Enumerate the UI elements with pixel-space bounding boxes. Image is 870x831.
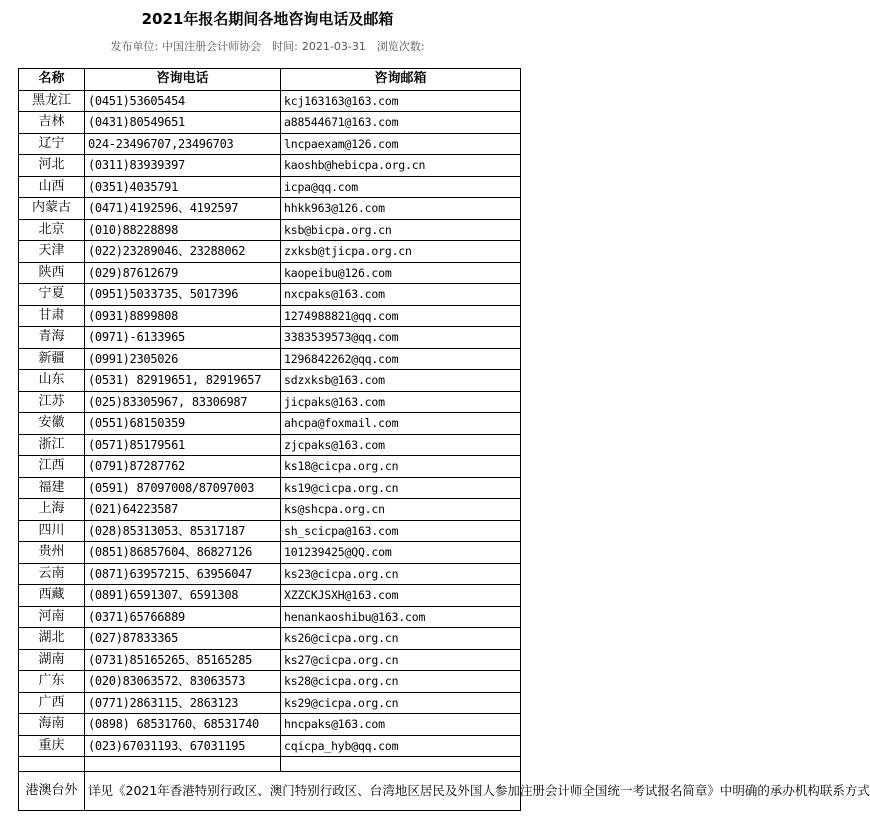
publisher: 中国注册会计师协会 <box>162 40 262 53</box>
region-name-cell: 江苏 <box>19 391 85 413</box>
header-phone: 咨询电话 <box>85 69 281 91</box>
phone-cell: (0351)4035791 <box>85 176 281 198</box>
phone-cell: (0851)86857604、86827126 <box>85 542 281 564</box>
footer-region-name: 港澳台外 <box>19 772 85 811</box>
phone-cell: (0731)85165265、85165285 <box>85 649 281 671</box>
table-row <box>19 112 521 134</box>
region-name-cell: 内蒙古 <box>19 198 85 220</box>
phone-cell: (0451)53605454 <box>85 90 281 112</box>
email-cell: cqicpa_hyb@qq.com <box>281 735 521 757</box>
phone-cell: (0531) 82919651, 82919657 <box>85 370 281 392</box>
phone-cell: (0591) 87097008/87097003 <box>85 477 281 499</box>
phone-cell: (027)87833365 <box>85 628 281 650</box>
table-row <box>19 477 521 499</box>
email-cell: ks29@cicpa.org.cn <box>281 692 521 714</box>
email-cell: kcj163163@163.com <box>281 90 521 112</box>
phone-cell: (020)83063572、83063573 <box>85 671 281 693</box>
phone-cell: (0971)-6133965 <box>85 327 281 349</box>
footer-note: 详见《2021年香港特别行政区、澳门特别行政区、台湾地区居民及外国人参加注册会计师全国统一考试报名简章》中明确的承办机构联系方式 <box>85 772 521 811</box>
email-cell: ksb@bicpa.org.cn <box>281 219 521 241</box>
table-row <box>19 305 521 327</box>
region-name-cell: 湖南 <box>19 649 85 671</box>
table-row <box>19 262 521 284</box>
table-row <box>19 284 521 306</box>
table-row <box>19 370 521 392</box>
phone-cell: (0898) 68531760、68531740 <box>85 714 281 736</box>
phone-cell: 024-23496707,23496703 <box>85 133 281 155</box>
region-name-cell: 河南 <box>19 606 85 628</box>
email-cell: jicpaks@163.com <box>281 391 521 413</box>
table-row <box>19 133 521 155</box>
table-row <box>19 413 521 435</box>
email-cell: ks26@cicpa.org.cn <box>281 628 521 650</box>
table-row <box>19 542 521 564</box>
phone-cell: (010)88228898 <box>85 219 281 241</box>
email-cell: kaopeibu@126.com <box>281 262 521 284</box>
table-row <box>19 520 521 542</box>
email-cell: sdzxksb@163.com <box>281 370 521 392</box>
table-header-row <box>19 69 521 91</box>
email-cell: 3383539573@qq.com <box>281 327 521 349</box>
article-meta <box>0 38 535 54</box>
region-name-cell: 山东 <box>19 370 85 392</box>
region-name-cell: 陕西 <box>19 262 85 284</box>
contact-table <box>18 68 870 811</box>
region-name-cell: 青海 <box>19 327 85 349</box>
phone-cell: (0431)80549651 <box>85 112 281 134</box>
region-name-cell: 四川 <box>19 520 85 542</box>
table-row <box>19 692 521 714</box>
header-name: 名称 <box>19 69 85 91</box>
email-cell: ks27@cicpa.org.cn <box>281 649 521 671</box>
blank-cell <box>281 757 521 772</box>
phone-cell: (0571)85179561 <box>85 434 281 456</box>
blank-row <box>19 757 521 772</box>
table-row <box>19 606 521 628</box>
email-cell: hhkk963@126.com <box>281 198 521 220</box>
phone-cell: (0991)2305026 <box>85 348 281 370</box>
email-cell: zxksb@tjicpa.org.cn <box>281 241 521 263</box>
views-label: 浏览次数: <box>376 40 425 53</box>
region-name-cell: 辽宁 <box>19 133 85 155</box>
region-name-cell: 天津 <box>19 241 85 263</box>
publish-time: 2021-03-31 <box>301 40 366 53</box>
table-row <box>19 90 521 112</box>
header-email: 咨询邮箱 <box>281 69 521 91</box>
email-cell: ks18@cicpa.org.cn <box>281 456 521 478</box>
region-name-cell: 宁夏 <box>19 284 85 306</box>
blank-cell <box>19 757 85 772</box>
table-row <box>19 176 521 198</box>
region-name-cell: 黑龙江 <box>19 90 85 112</box>
table-row <box>19 563 521 585</box>
page-title: 2021年报名期间各地咨询电话及邮箱 <box>141 10 394 28</box>
email-cell: 101239425@QQ.com <box>281 542 521 564</box>
table-row <box>19 219 521 241</box>
table-row <box>19 649 521 671</box>
time-label: 时间: <box>272 40 298 53</box>
phone-cell: (0371)65766889 <box>85 606 281 628</box>
region-name-cell: 吉林 <box>19 112 85 134</box>
region-name-cell: 北京 <box>19 219 85 241</box>
email-cell: ks23@cicpa.org.cn <box>281 563 521 585</box>
phone-cell: (0771)2863115、2863123 <box>85 692 281 714</box>
email-cell: ahcpa@foxmail.com <box>281 413 521 435</box>
email-cell: sh_scicpa@163.com <box>281 520 521 542</box>
phone-cell: (0931)8899808 <box>85 305 281 327</box>
phone-cell: (022)23289046、23288062 <box>85 241 281 263</box>
phone-cell: (0471)4192596、4192597 <box>85 198 281 220</box>
email-cell: ks28@cicpa.org.cn <box>281 671 521 693</box>
phone-cell: (025)83305967, 83306987 <box>85 391 281 413</box>
phone-cell: (0311)83939397 <box>85 155 281 177</box>
email-cell: hncpaks@163.com <box>281 714 521 736</box>
table-row <box>19 241 521 263</box>
email-cell: zjcpaks@163.com <box>281 434 521 456</box>
table-row <box>19 499 521 521</box>
email-cell: ks19@cicpa.org.cn <box>281 477 521 499</box>
phone-cell: (023)67031193、67031195 <box>85 735 281 757</box>
region-name-cell: 甘肃 <box>19 305 85 327</box>
table-row <box>19 714 521 736</box>
region-name-cell: 江西 <box>19 456 85 478</box>
table-row <box>19 456 521 478</box>
table-row <box>19 391 521 413</box>
phone-cell: (0871)63957215、63956047 <box>85 563 281 585</box>
region-name-cell: 云南 <box>19 563 85 585</box>
publisher-label: 发布单位: <box>110 40 159 53</box>
table-row <box>19 735 521 757</box>
table-row <box>19 348 521 370</box>
region-name-cell: 安徽 <box>19 413 85 435</box>
phone-cell: (028)85313053、85317187 <box>85 520 281 542</box>
region-name-cell: 福建 <box>19 477 85 499</box>
region-name-cell: 贵州 <box>19 542 85 564</box>
email-cell: 1296842262@qq.com <box>281 348 521 370</box>
region-name-cell: 山西 <box>19 176 85 198</box>
blank-cell <box>85 757 281 772</box>
table-row <box>19 327 521 349</box>
footer-row <box>19 772 521 811</box>
region-name-cell: 广东 <box>19 671 85 693</box>
phone-cell: (021)64223587 <box>85 499 281 521</box>
region-name-cell: 河北 <box>19 155 85 177</box>
phone-cell: (0891)6591307、6591308 <box>85 585 281 607</box>
phone-cell: (0551)68150359 <box>85 413 281 435</box>
email-cell: 1274988821@qq.com <box>281 305 521 327</box>
email-cell: XZZCKJSXH@163.com <box>281 585 521 607</box>
email-cell: icpa@qq.com <box>281 176 521 198</box>
region-name-cell: 重庆 <box>19 735 85 757</box>
table-row <box>19 198 521 220</box>
table-row <box>19 585 521 607</box>
region-name-cell: 海南 <box>19 714 85 736</box>
table-row <box>19 434 521 456</box>
phone-cell: (029)87612679 <box>85 262 281 284</box>
email-cell: henankaoshibu@163.com <box>281 606 521 628</box>
region-name-cell: 广西 <box>19 692 85 714</box>
region-name-cell: 上海 <box>19 499 85 521</box>
region-name-cell: 湖北 <box>19 628 85 650</box>
email-cell: lncpaexam@126.com <box>281 133 521 155</box>
region-name-cell: 西藏 <box>19 585 85 607</box>
email-cell: a88544671@163.com <box>281 112 521 134</box>
table-row <box>19 671 521 693</box>
email-cell: nxcpaks@163.com <box>281 284 521 306</box>
region-name-cell: 新疆 <box>19 348 85 370</box>
phone-cell: (0951)5033735、5017396 <box>85 284 281 306</box>
region-name-cell: 浙江 <box>19 434 85 456</box>
email-cell: ks@shcpa.org.cn <box>281 499 521 521</box>
table-row <box>19 628 521 650</box>
table-row <box>19 155 521 177</box>
phone-cell: (0791)87287762 <box>85 456 281 478</box>
email-cell: kaoshb@hebicpa.org.cn <box>281 155 521 177</box>
